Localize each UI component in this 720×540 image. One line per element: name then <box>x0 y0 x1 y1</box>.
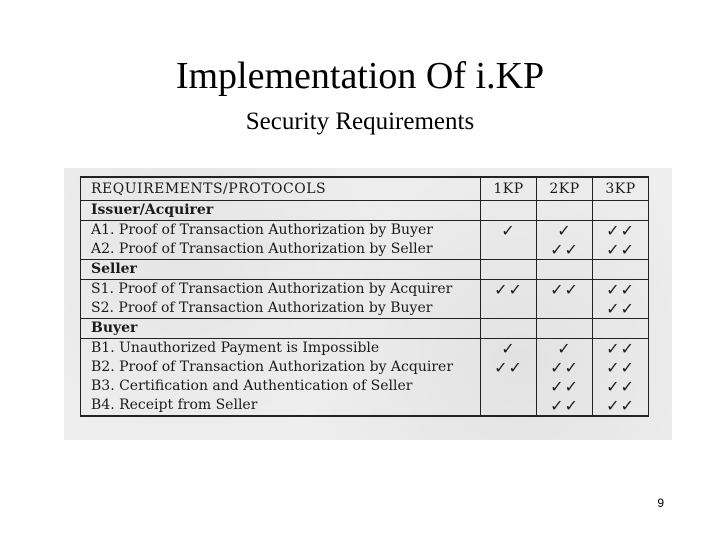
check-mark-3kp: ✓✓ <box>593 358 649 377</box>
check-mark-2kp: ✓✓ <box>537 280 593 300</box>
requirement-label: B4. Receipt from Seller <box>81 396 481 416</box>
requirement-label: S1. Proof of Transaction Authorization by Acquirer <box>81 280 481 300</box>
requirement-label: S2. Proof of Transaction Authorization by Buyer <box>81 299 481 319</box>
table-row <box>81 377 649 396</box>
requirement-label: B3. Certification and Authentication of Seller <box>81 377 481 396</box>
table-row <box>81 299 649 319</box>
check-mark-2kp: ✓✓ <box>537 377 593 396</box>
security-requirements-table <box>80 176 649 417</box>
requirement-label: B1. Unauthorized Payment is Impossible <box>81 339 481 359</box>
table-row <box>81 358 649 377</box>
check-mark-3kp: ✓✓ <box>593 396 649 416</box>
check-mark-3kp: ✓✓ <box>593 299 649 319</box>
check-mark-2kp <box>537 299 593 319</box>
check-mark-3kp: ✓✓ <box>593 339 649 359</box>
check-mark-2kp: ✓✓ <box>537 240 593 260</box>
table-row <box>81 280 649 300</box>
check-mark-1kp <box>481 240 537 260</box>
slide-subtitle: Security Requirements <box>245 108 475 135</box>
header-1kp: 1KP <box>481 177 537 201</box>
table-row <box>81 396 649 416</box>
check-mark-3kp: ✓✓ <box>593 377 649 396</box>
header-2kp: 2KP <box>537 177 593 201</box>
section-label: Buyer <box>81 319 481 339</box>
requirement-label: A1. Proof of Transaction Authorization by Buyer <box>81 221 481 241</box>
header-3kp: 3KP <box>593 177 649 201</box>
table-row <box>81 339 649 359</box>
check-mark-3kp: ✓✓ <box>593 221 649 241</box>
table-row <box>81 221 649 241</box>
section-row-issuer-acquirer <box>81 201 649 221</box>
requirement-label: B2. Proof of Transaction Authorization by Acquirer <box>81 358 481 377</box>
slide-title: Implementation Of i.KP <box>175 55 545 97</box>
check-mark-2kp: ✓ <box>537 221 593 241</box>
check-mark-2kp: ✓✓ <box>537 358 593 377</box>
check-mark-1kp: ✓✓ <box>481 358 537 377</box>
header-requirements: REQUIREMENTS/PROTOCOLS <box>81 177 481 201</box>
requirement-label: A2. Proof of Transaction Authorization by Seller <box>81 240 481 260</box>
check-mark-2kp: ✓ <box>537 339 593 359</box>
check-mark-2kp: ✓✓ <box>537 396 593 416</box>
check-mark-1kp: ✓✓ <box>481 280 537 300</box>
check-mark-1kp <box>481 396 537 416</box>
table-row <box>81 240 649 260</box>
table-header-row <box>81 177 649 201</box>
check-mark-1kp <box>481 299 537 319</box>
page-number: 9 <box>657 496 664 510</box>
check-mark-3kp: ✓✓ <box>593 280 649 300</box>
section-row-buyer <box>81 319 649 339</box>
section-label: Issuer/Acquirer <box>81 201 481 221</box>
check-mark-1kp <box>481 377 537 396</box>
check-mark-1kp: ✓ <box>481 339 537 359</box>
section-label: Seller <box>81 260 481 280</box>
check-mark-1kp: ✓ <box>481 221 537 241</box>
section-row-seller <box>81 260 649 280</box>
check-mark-3kp: ✓✓ <box>593 240 649 260</box>
